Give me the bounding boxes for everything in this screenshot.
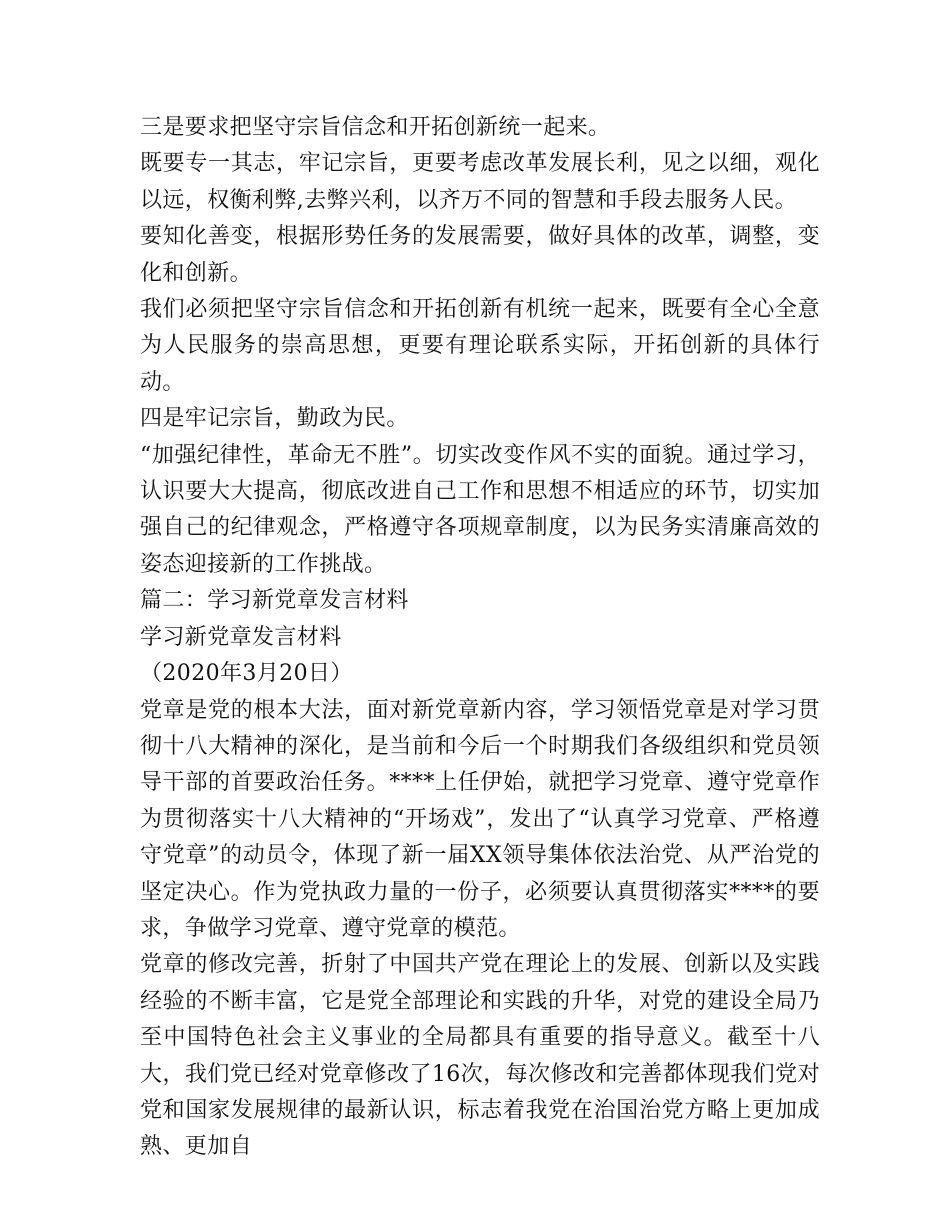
paragraph-adapt: 要知化善变，根据形势任务的发展需要，做好具体的改革，调整，变化和创新。 <box>140 224 820 286</box>
paragraph-unify: 我们必须把坚守宗旨信念和开拓创新有机统一起来，既要有全心全意为人民服务的崇高思想，更要有理论联系实际，开拓创新的具体行动。 <box>140 297 820 395</box>
paragraph-constitution: 党章是党的根本大法，面对新党章新内容，学习领悟党章是对学习贯彻十八大精神的深化，是当前和今后一个时期我们各级组织和党员领导干部的首要政治任务。****上任伊始，就把学习党章、遵守党章作为贯彻落实十八大精神的“开场戏”，发出了“认真学习党章、严格遵守党章”的动员令，体现了新一届XX领导集体依法治党、从严治党的坚定决心。作为党执政力量的一份子，必须要认真贯彻落实****的要求，争做学习党章、遵守党章的模范。 <box>140 697 820 941</box>
paragraph-point-three: 三是要求把坚守宗旨信念和开拓创新统一起来。 <box>140 115 611 140</box>
section-heading: 篇二：学习新党章发言材料 <box>140 588 409 614</box>
document-body <box>140 110 820 1166</box>
document-date: （2020年3月20日） <box>140 661 353 687</box>
document-title: 学习新党章发言材料 <box>140 624 342 650</box>
paragraph-discipline: “加强纪律性，革命无不胜”。切实改变作风不实的面貌。通过学习，认识要大大提高，彻底改进自己工作和思想不相适应的环节，切实加强自己的纪律观念，严格遵守各项规章制度，以为民务实清廉高效的姿态迎接新的工作挑战。 <box>140 442 820 577</box>
paragraph-revision: 党章的修改完善，折射了中国共产党在理论上的发展、创新以及实践经验的不断丰富，它是党全部理论和实践的升华，对党的建设全局乃至中国特色社会主义事业的全局都具有重要的指导意义。截至十八大，我们党已经对党章修改了16次，每次修改和完善都体现我们党对党和国家发展规律的最新认识，标志着我党在治国治党方略上更加成熟、更加自 <box>140 952 820 1160</box>
paragraph-point-four: 四是牢记宗旨，勤政为民。 <box>140 406 409 432</box>
paragraph-purpose: 既要专一其志，牢记宗旨，更要考虑改革发展长利，见之以细，观化以远，权衡利弊,去弊兴利，以齐万不同的智慧和手段去服务人民。 <box>140 151 820 213</box>
